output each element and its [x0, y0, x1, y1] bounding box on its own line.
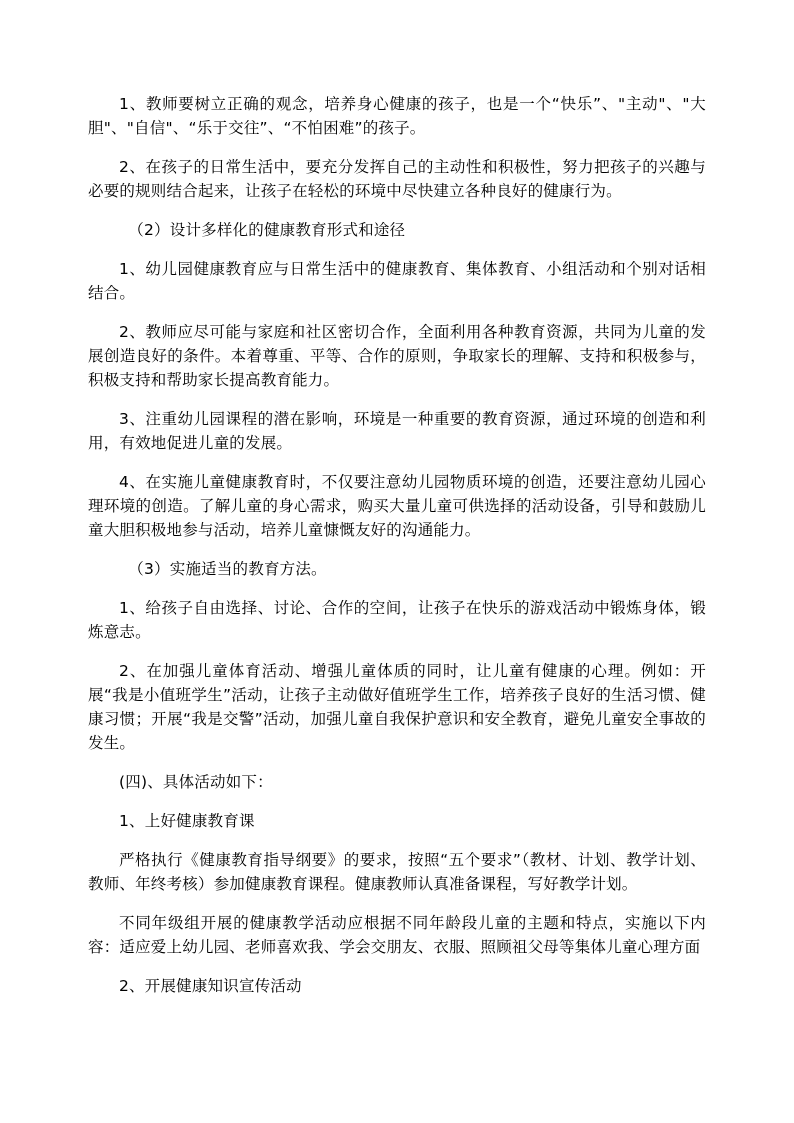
paragraph-guidelines: 严格执行《健康教育指导纲要》的要求，按照“五个要求”（教材、计划、教学计划、教师、年终考核）参加健康教育课程。健康教师认真准备课程，写好教学计划。 [88, 851, 706, 893]
section-heading-3: （3）实施适当的教育方法。 [128, 560, 327, 578]
section-heading-4: (四)、具体活动如下： [119, 773, 273, 791]
subheading-health-publicity: 2、开展健康知识宣传活动 [119, 977, 302, 995]
paragraph-environment: 3、注重幼儿园课程的潜在影响，环境是一种重要的教育资源，通过环境的创造和利用，有效地促进儿童的发展。 [88, 410, 706, 452]
document-body [88, 92, 706, 1013]
paragraph-combined-education: 1、幼儿园健康教育应与日常生活中的健康教育、集体教育、小组活动和个别对话相结合。 [88, 260, 706, 302]
paragraph-free-choice: 1、给孩子自由选择、讨论、合作的空间，让孩子在快乐的游戏活动中锻炼身体，锻炼意志。 [88, 599, 706, 641]
paragraph-family-cooperation: 2、教师应尽可能与家庭和社区密切合作，全面利用各种教育资源，共同为儿童的发展创造良好的条件。本着尊重、平等、合作的原则，争取家长的理解、支持和积极参与，积极支持和帮助家长提高教育能力。 [88, 323, 706, 389]
paragraph-physical-activities: 2、在加强儿童体育活动、增强儿童体质的同时，让儿童有健康的心理。例如：开展“我是小值班学生”活动，让孩子主动做好值班学生工作，培养孩子良好的生活习惯、健康习惯；开展“我是交警”活动，加强儿童自我保护意识和安全教育，避免儿童安全事故的发生。 [88, 662, 706, 752]
paragraph-teacher-concept: 1、教师要树立正确的观念，培养身心健康的孩子，也是一个“快乐”、"主动"、"大胆"、"自信"、“乐于交往”、“不怕困难”的孩子。 [88, 95, 706, 137]
paragraph-daily-life: 2、在孩子的日常生活中，要充分发挥自己的主动性和积极性，努力把孩子的兴趣与必要的规则结合起来，让孩子在轻松的环境中尽快建立各种良好的健康行为。 [88, 158, 706, 200]
paragraph-psychological-environment: 4、在实施儿童健康教育时，不仅要注意幼儿园物质环境的创造，还要注意幼儿园心理环境的创造。了解儿童的身心需求，购买大量儿童可供选择的活动设备，引导和鼓励儿童大胆积极地参与活动，培养儿童慷慨友好的沟通能力。 [88, 473, 706, 539]
paragraph-grade-activities: 不同年级组开展的健康教学活动应根据不同年龄段儿童的主题和特点，实施以下内容：适应爱上幼儿园、老师喜欢我、学会交朋友、衣服、照顾祖父母等集体儿童心理方面 [88, 914, 706, 956]
subheading-health-class: 1、上好健康教育课 [119, 812, 255, 830]
section-heading-2: （2）设计多样化的健康教育形式和途径 [128, 221, 406, 239]
